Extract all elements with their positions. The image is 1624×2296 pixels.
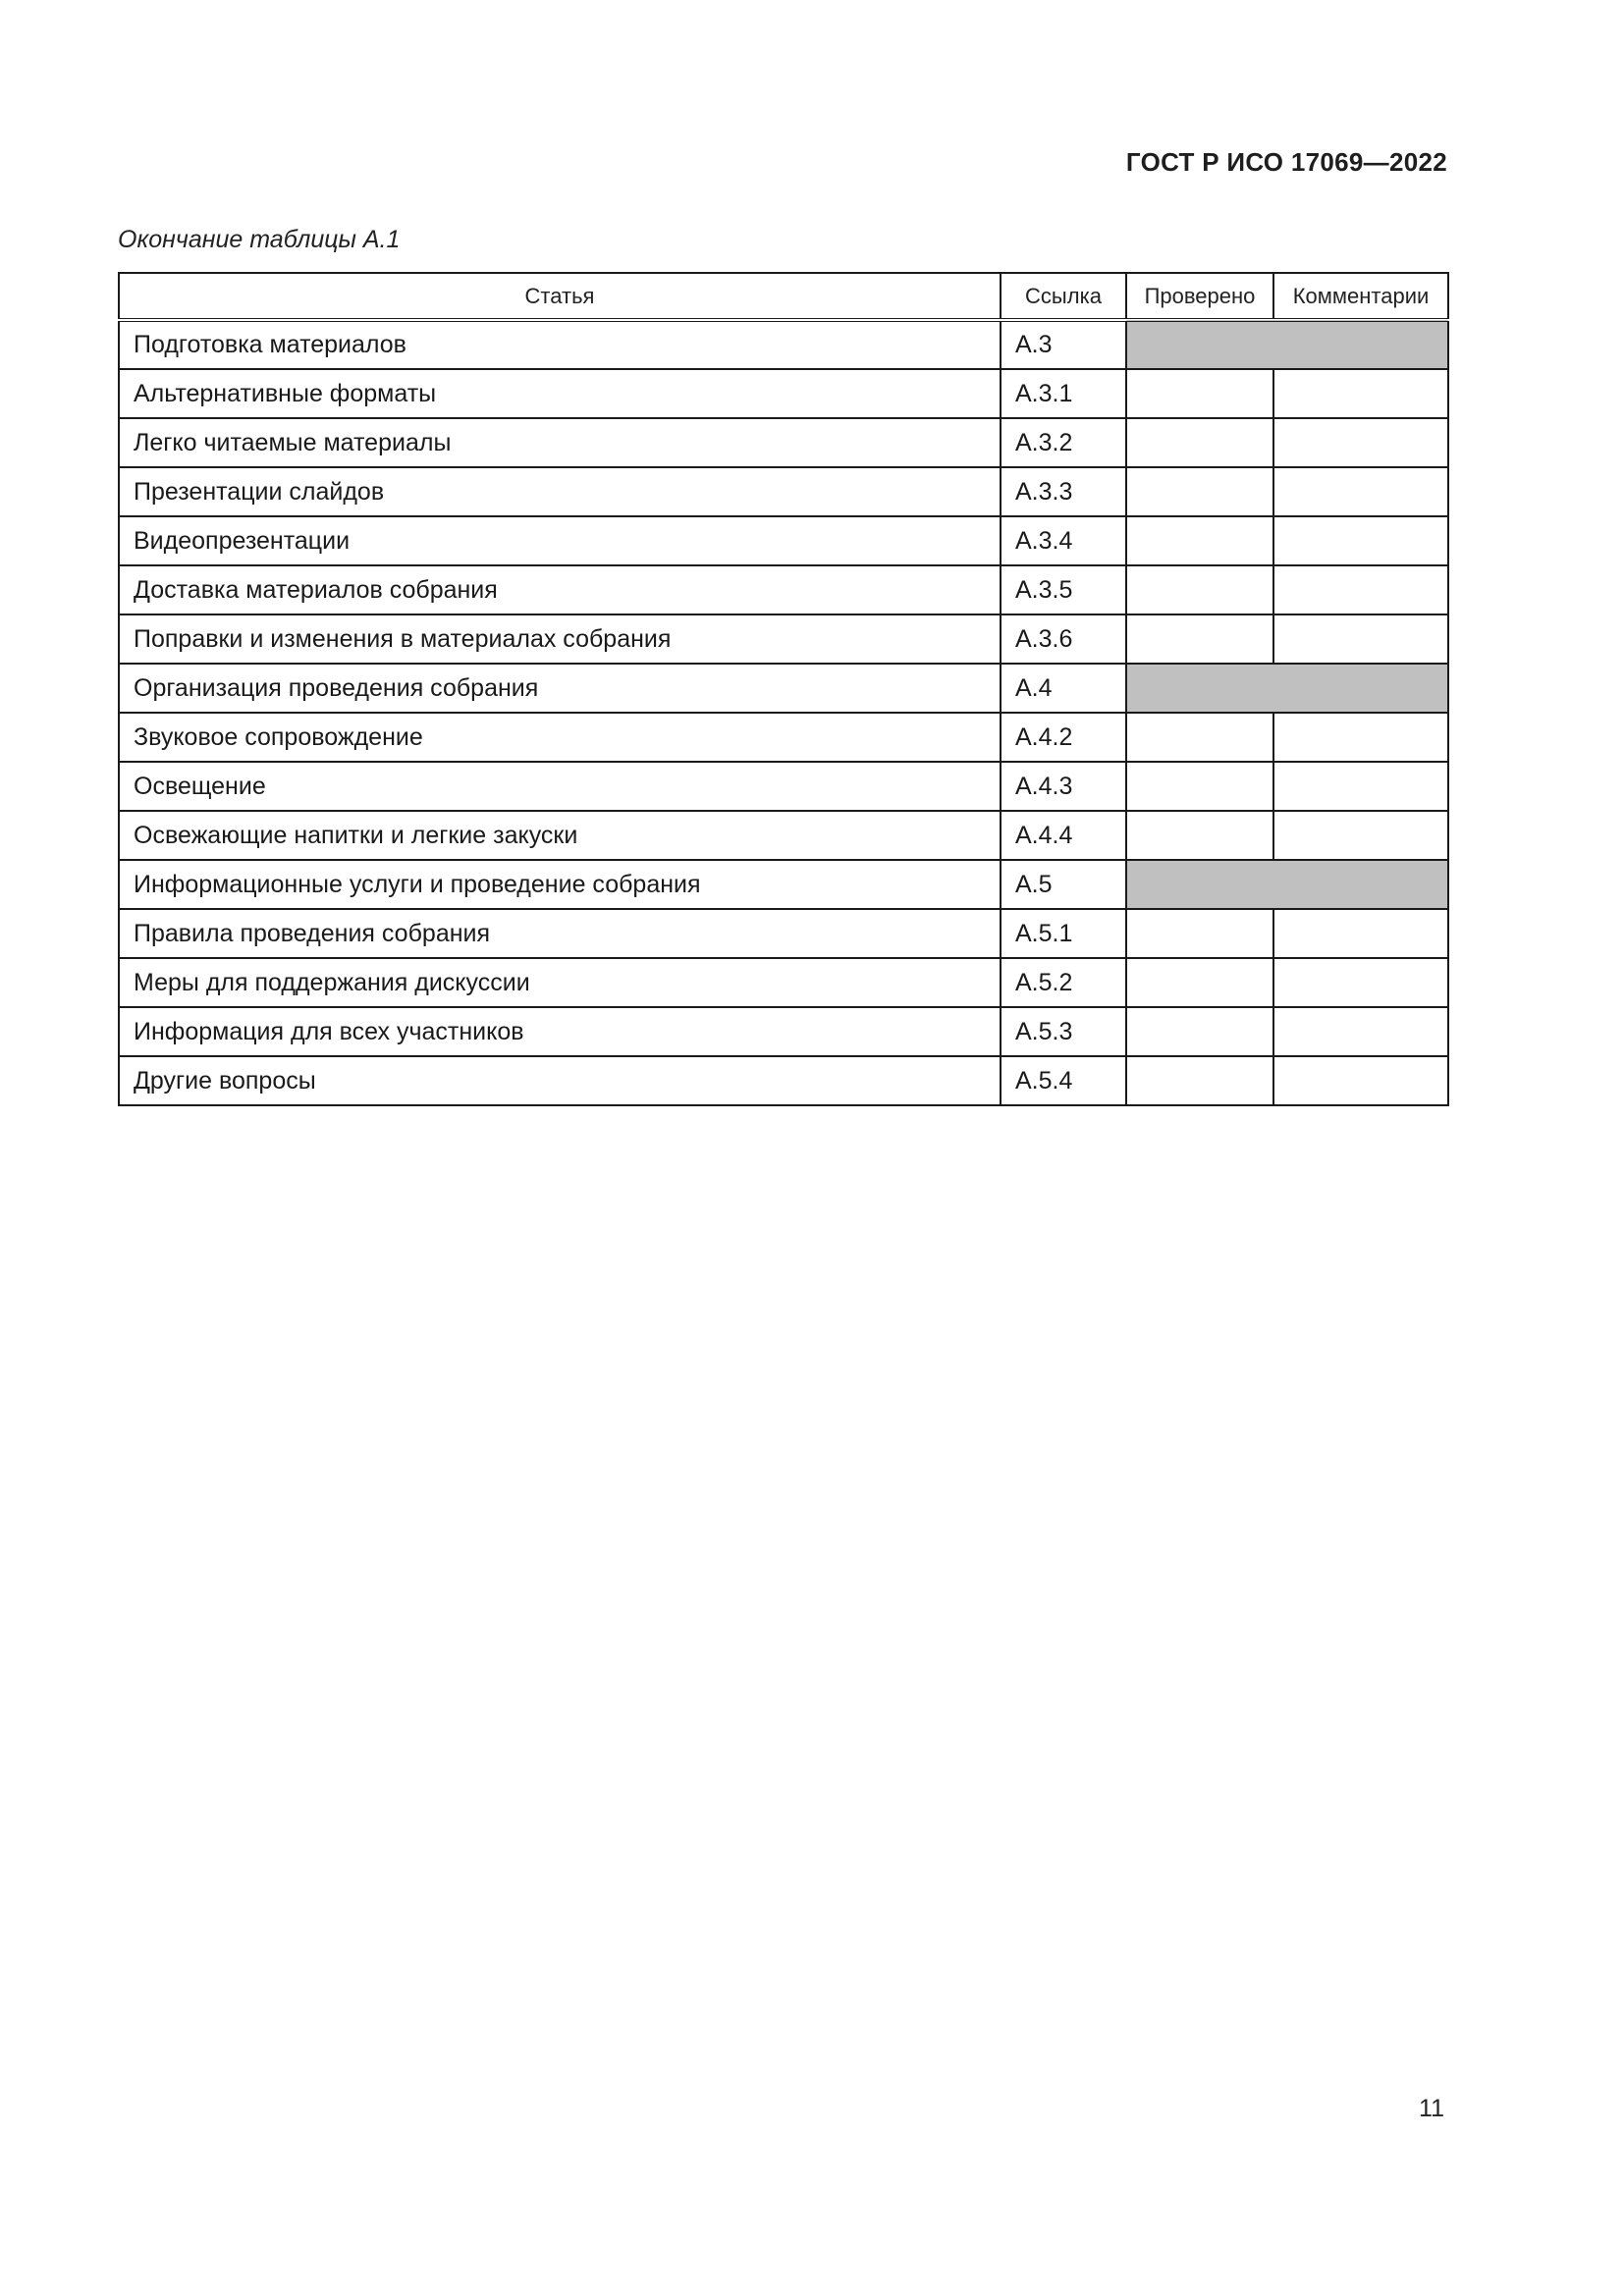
reference-cell: А.3.4 xyxy=(1001,516,1126,565)
checked-cell[interactable] xyxy=(1126,1056,1273,1105)
checked-cell[interactable] xyxy=(1126,467,1273,516)
checked-cell[interactable] xyxy=(1126,369,1273,418)
table-row xyxy=(119,762,1448,811)
table-row xyxy=(119,418,1448,467)
comments-cell[interactable] xyxy=(1273,762,1448,811)
article-cell: Видеопрезентации xyxy=(119,516,1001,565)
table-row xyxy=(119,811,1448,860)
checked-cell[interactable] xyxy=(1126,909,1273,958)
table-caption: Окончание таблицы А.1 xyxy=(118,226,401,253)
table-row xyxy=(119,614,1448,664)
column-header-checked: Проверено xyxy=(1126,273,1273,320)
comments-cell[interactable] xyxy=(1273,958,1448,1007)
checked-cell[interactable] xyxy=(1126,516,1273,565)
column-header-reference: Ссылка xyxy=(1001,273,1126,320)
comments-cell[interactable] xyxy=(1273,909,1448,958)
article-cell: Правила проведения собрания xyxy=(119,909,1001,958)
article-cell: Другие вопросы xyxy=(119,1056,1001,1105)
article-cell: Организация проведения собрания xyxy=(119,664,1001,713)
checked-cell[interactable] xyxy=(1126,811,1273,860)
reference-cell: А.3.2 xyxy=(1001,418,1126,467)
reference-cell: А.5.1 xyxy=(1001,909,1126,958)
page-number: 11 xyxy=(1419,2095,1444,2122)
article-cell: Меры для поддержания дискуссии xyxy=(119,958,1001,1007)
standard-header: ГОСТ Р ИСО 17069—2022 xyxy=(1125,147,1447,177)
reference-cell: А.4.3 xyxy=(1001,762,1126,811)
article-cell: Легко читаемые материалы xyxy=(119,418,1001,467)
checked-cell[interactable] xyxy=(1126,418,1273,467)
comments-cell[interactable] xyxy=(1273,713,1448,762)
article-cell: Доставка материалов собрания xyxy=(119,565,1001,614)
table-row xyxy=(119,713,1448,762)
column-header-article: Статья xyxy=(119,273,1001,320)
comments-cell[interactable] xyxy=(1273,614,1448,664)
comments-cell[interactable] xyxy=(1273,1007,1448,1056)
table-row xyxy=(119,958,1448,1007)
article-cell: Информационные услуги и проведение собрания xyxy=(119,860,1001,909)
reference-cell: А.3.3 xyxy=(1001,467,1126,516)
table-row xyxy=(119,369,1448,418)
table-header-row xyxy=(119,273,1448,320)
shaded-merged-cell xyxy=(1126,320,1448,369)
checked-cell[interactable] xyxy=(1126,958,1273,1007)
comments-cell[interactable] xyxy=(1273,516,1448,565)
article-cell: Подготовка материалов xyxy=(119,320,1001,369)
table-row xyxy=(119,1007,1448,1056)
column-header-comments: Комментарии xyxy=(1273,273,1448,320)
checked-cell[interactable] xyxy=(1126,713,1273,762)
table-body xyxy=(119,320,1448,1105)
article-cell: Презентации слайдов xyxy=(119,467,1001,516)
reference-cell: А.4.4 xyxy=(1001,811,1126,860)
reference-cell: А.5 xyxy=(1001,860,1126,909)
comments-cell[interactable] xyxy=(1273,467,1448,516)
reference-cell: А.5.4 xyxy=(1001,1056,1126,1105)
comments-cell[interactable] xyxy=(1273,1056,1448,1105)
checklist-table xyxy=(118,272,1449,1106)
checked-cell[interactable] xyxy=(1126,614,1273,664)
table-section-row xyxy=(119,860,1448,909)
article-cell: Поправки и изменения в материалах собрания xyxy=(119,614,1001,664)
checked-cell[interactable] xyxy=(1126,762,1273,811)
table-row xyxy=(119,565,1448,614)
reference-cell: А.4 xyxy=(1001,664,1126,713)
shaded-merged-cell xyxy=(1126,664,1448,713)
table-row xyxy=(119,516,1448,565)
checked-cell[interactable] xyxy=(1126,565,1273,614)
table-section-row xyxy=(119,664,1448,713)
reference-cell: А.3.1 xyxy=(1001,369,1126,418)
article-cell: Освежающие напитки и легкие закуски xyxy=(119,811,1001,860)
table-row xyxy=(119,1056,1448,1105)
reference-cell: А.5.2 xyxy=(1001,958,1126,1007)
reference-cell: А.4.2 xyxy=(1001,713,1126,762)
comments-cell[interactable] xyxy=(1273,565,1448,614)
reference-cell: А.5.3 xyxy=(1001,1007,1126,1056)
article-cell: Звуковое сопровождение xyxy=(119,713,1001,762)
shaded-merged-cell xyxy=(1126,860,1448,909)
article-cell: Альтернативные форматы xyxy=(119,369,1001,418)
comments-cell[interactable] xyxy=(1273,418,1448,467)
table-row xyxy=(119,467,1448,516)
reference-cell: А.3.6 xyxy=(1001,614,1126,664)
checked-cell[interactable] xyxy=(1126,1007,1273,1056)
article-cell: Освещение xyxy=(119,762,1001,811)
table-section-row xyxy=(119,320,1448,369)
table-row xyxy=(119,909,1448,958)
comments-cell[interactable] xyxy=(1273,811,1448,860)
article-cell: Информация для всех участников xyxy=(119,1007,1001,1056)
comments-cell[interactable] xyxy=(1273,369,1448,418)
reference-cell: А.3.5 xyxy=(1001,565,1126,614)
reference-cell: А.3 xyxy=(1001,320,1126,369)
